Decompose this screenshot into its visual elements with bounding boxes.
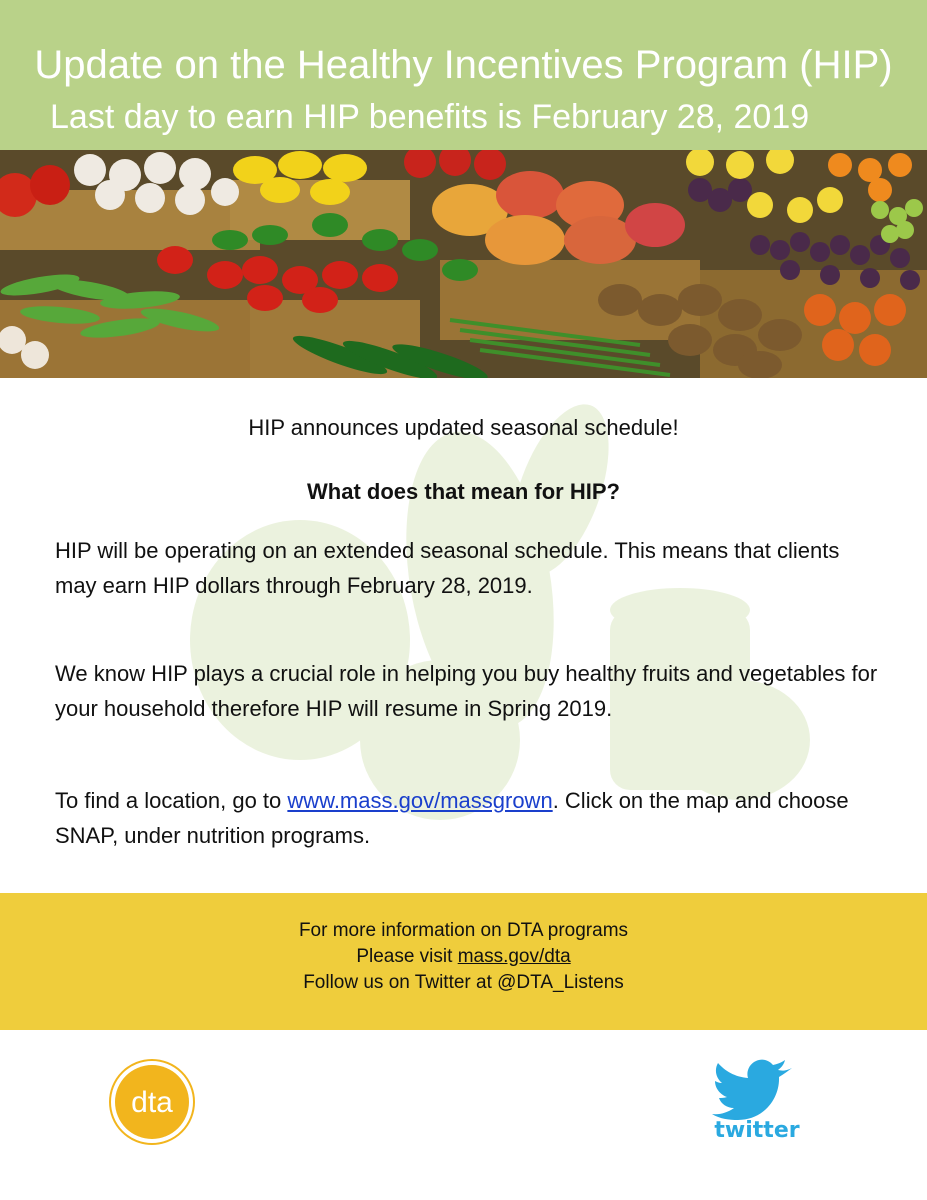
page-subtitle: Last day to earn HIP benefits is February 28, 2019	[50, 98, 810, 136]
paragraph-location-prefix: To find a location, go to	[55, 788, 288, 813]
paragraph-location	[55, 783, 885, 853]
produce-illustration	[0, 150, 927, 378]
footer-visit-prefix: Please visit	[356, 946, 458, 967]
paragraph-resume: We know HIP plays a crucial role in helping you buy healthy fruits and vegetables for your household therefore HIP will resume in Spring 2019.	[55, 661, 878, 721]
announcement-text: HIP announces updated seasonal schedule!	[248, 415, 679, 440]
main-content	[0, 378, 927, 893]
dta-logo[interactable]	[108, 1058, 196, 1146]
produce-market-photo	[0, 150, 927, 378]
footer-info-band	[0, 893, 927, 1030]
massgrown-link[interactable]: www.mass.gov/massgrown	[287, 788, 553, 813]
question-heading: What does that mean for HIP?	[307, 479, 620, 504]
header-banner	[0, 0, 927, 150]
paragraph-location-suffix: . Click on the map and choose SNAP, under nutrition programs.	[55, 788, 849, 848]
paragraph-schedule: HIP will be operating on an extended seasonal schedule. This means that clients may earn HIP dollars through February 28, 2019.	[55, 538, 840, 598]
page-title: Update on the Healthy Incentives Program (HIP)	[34, 43, 893, 87]
dta-website-link[interactable]: mass.gov/dta	[457, 946, 571, 967]
footer-info-line: For more information on DTA programs	[298, 920, 629, 941]
footer-twitter-line: Follow us on Twitter at @DTA_Listens	[303, 972, 624, 993]
footer-visit-line	[0, 944, 927, 970]
twitter-wordmark: twitter	[714, 1118, 800, 1143]
dta-logo-text: dta	[131, 1086, 173, 1119]
